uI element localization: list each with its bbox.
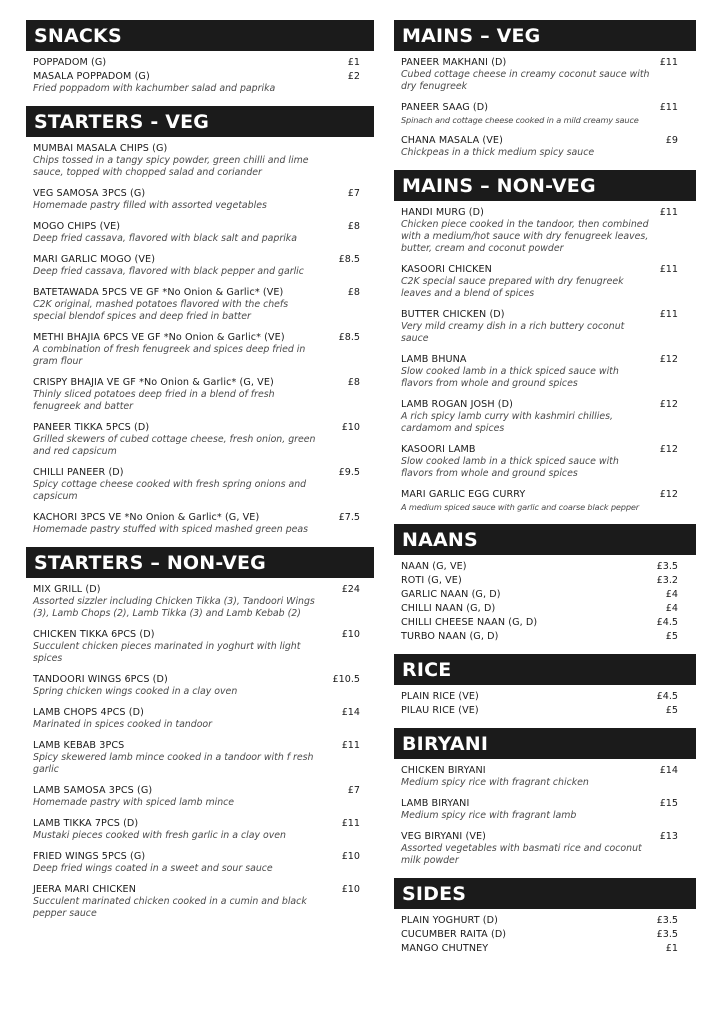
item-description: Spicy cottage cheese cooked with fresh spring onions and capsicum xyxy=(33,479,307,502)
menu-section-sides xyxy=(394,878,696,955)
item-price: £7.5 xyxy=(338,512,360,523)
item-name: LAMB CHOPS 4PCS (D) xyxy=(33,707,144,718)
item-name: LAMB ROGAN JOSH (D) xyxy=(401,399,513,410)
menu-section-naans xyxy=(394,524,696,643)
item-price: £11 xyxy=(659,264,678,275)
section-heading: SNACKS xyxy=(26,20,374,51)
item-description: Marinated in spices cooked in tandoor xyxy=(33,719,213,730)
item-price: £8 xyxy=(347,221,360,232)
item-price: £9 xyxy=(665,135,678,146)
menu-item xyxy=(26,629,374,665)
item-price: £10 xyxy=(341,851,360,862)
menu-item xyxy=(26,422,374,458)
menu-item xyxy=(394,57,696,93)
menu-item xyxy=(26,884,374,920)
item-price: £4.5 xyxy=(656,617,678,628)
item-name: CHILLI PANEER (D) xyxy=(33,467,124,478)
menu-item xyxy=(394,354,696,390)
item-description: Thinly sliced potatoes deep fried in a blend of fresh fenugreek and batter xyxy=(33,389,275,412)
item-price: £7 xyxy=(347,785,360,796)
menu-item xyxy=(394,831,696,867)
item-name: GARLIC NAAN (G, D) xyxy=(401,589,501,600)
item-price: £3.5 xyxy=(656,561,678,572)
menu-item xyxy=(394,915,696,927)
item-name: CHILLI CHEESE NAAN (G, D) xyxy=(401,617,538,628)
item-price: £10 xyxy=(341,629,360,640)
menu-item xyxy=(394,489,696,513)
menu-item xyxy=(26,512,374,536)
item-name: PLAIN RICE (VE) xyxy=(401,691,479,702)
menu-item xyxy=(394,102,696,126)
menu-section-rice xyxy=(394,654,696,717)
item-price: £12 xyxy=(659,489,678,500)
item-price: £3.5 xyxy=(656,929,678,940)
menu-item xyxy=(26,221,374,245)
item-name: NAAN (G, VE) xyxy=(401,561,467,572)
item-price: £2 xyxy=(347,71,360,82)
item-name: HANDI MURG (D) xyxy=(401,207,484,218)
menu-item xyxy=(26,818,374,842)
item-name: CHICKEN TIKKA 6PCS (D) xyxy=(33,629,155,640)
right-column xyxy=(394,20,696,966)
menu-item xyxy=(394,929,696,941)
item-name: LAMB SAMOSA 3PCS (G) xyxy=(33,785,153,796)
item-name: TANDOORI WINGS 6PCS (D) xyxy=(33,674,168,685)
item-name: MARI GARLIC MOGO (VE) xyxy=(33,254,156,265)
item-description: A rich spicy lamb curry with kashmiri chillies, cardamom and spices xyxy=(401,411,613,434)
item-name: PLAIN YOGHURT (D) xyxy=(401,915,498,926)
menu-item xyxy=(394,691,696,703)
item-name: CRISPY BHAJIA VE GF *No Onion & Garlic* (G, VE) xyxy=(33,377,274,388)
item-price: £11 xyxy=(341,740,360,751)
item-price: £14 xyxy=(341,707,360,718)
item-price: £11 xyxy=(659,207,678,218)
item-description: A medium spiced sauce with garlic and coarse black pepper xyxy=(401,502,639,512)
item-price: £8.5 xyxy=(338,254,360,265)
item-price: £3.2 xyxy=(656,575,678,586)
item-description: Homemade pastry stuffed with spiced mashed green peas xyxy=(33,524,309,535)
section-heading: NAANS xyxy=(394,524,696,555)
item-description: Chicken piece cooked in the tandoor, then combined with a medium/hot sauce with dry fenugreek leaves, butter, cream and coconut powder xyxy=(401,219,649,254)
item-price: £11 xyxy=(659,57,678,68)
menu-item xyxy=(394,705,696,717)
item-description: Spring chicken wings cooked in a clay oven xyxy=(33,686,238,697)
item-price: £10.5 xyxy=(332,674,360,685)
menu-item xyxy=(26,851,374,875)
item-name: FRIED WINGS 5PCS (G) xyxy=(33,851,146,862)
menu-section-starters-non-veg xyxy=(26,547,374,920)
menu-item xyxy=(394,135,696,159)
item-description: Succulent chicken pieces marinated in yoghurt with light spices xyxy=(33,641,301,664)
item-description: Homemade pastry with spiced lamb mince xyxy=(33,797,235,808)
item-name: MOGO CHIPS (VE) xyxy=(33,221,121,232)
item-name: VEG BIRYANI (VE) xyxy=(401,831,487,842)
left-column xyxy=(26,20,374,931)
item-price: £9.5 xyxy=(338,467,360,478)
item-name: LAMB KEBAB 3PCS xyxy=(33,740,125,751)
item-price: £5 xyxy=(665,705,678,716)
menu-item xyxy=(394,561,696,573)
item-name: LAMB BIRYANI xyxy=(401,798,470,809)
item-price: £12 xyxy=(659,354,678,365)
menu-item xyxy=(26,287,374,323)
item-description: Spinach and cottage cheese cooked in a mild creamy sauce xyxy=(401,115,639,125)
item-description: Assorted vegetables with basmati rice and coconut milk powder xyxy=(401,843,642,866)
item-name: MARI GARLIC EGG CURRY xyxy=(401,489,526,500)
menu-item xyxy=(394,264,696,300)
menu-item xyxy=(394,589,696,601)
item-price: £8 xyxy=(347,287,360,298)
item-price: £3.5 xyxy=(656,915,678,926)
item-price: £11 xyxy=(659,102,678,113)
item-description: Assorted sizzler including Chicken Tikka (3), Tandoori Wings (3), Lamb Chops (2), Lamb Tikka (3) and Lamb Kebab (2) xyxy=(33,596,315,619)
menu-item xyxy=(394,631,696,643)
item-description: Very mild creamy dish in a rich buttery coconut sauce xyxy=(401,321,625,344)
item-name: CHANA MASALA (VE) xyxy=(401,135,503,146)
menu-item xyxy=(394,399,696,435)
item-description: Fried poppadom with kachumber salad and paprika xyxy=(33,83,276,94)
item-price: £13 xyxy=(659,831,678,842)
item-name: BATETAWADA 5PCS VE GF *No Onion & Garlic* (VE) xyxy=(33,287,284,298)
menu-item xyxy=(394,798,696,822)
item-description: Chips tossed in a tangy spicy powder, green chilli and lime sauce, topped with chopped salad and coriander xyxy=(33,155,309,178)
item-description: Slow cooked lamb in a thick spiced sauce with flavors from whole and ground spices xyxy=(401,456,619,479)
section-heading: BIRYANI xyxy=(394,728,696,759)
section-heading: MAINS – VEG xyxy=(394,20,696,51)
item-name: BUTTER CHICKEN (D) xyxy=(401,309,505,320)
item-price: £8.5 xyxy=(338,332,360,343)
item-description: Mustaki pieces cooked with fresh garlic in a clay oven xyxy=(33,830,286,841)
item-name: PANEER MAKHANI (D) xyxy=(401,57,507,68)
section-heading: STARTERS – NON-VEG xyxy=(26,547,374,578)
item-description: Homemade pastry filled with assorted vegetables xyxy=(33,200,267,211)
item-name: PANEER SAAG (D) xyxy=(401,102,489,113)
item-price: £5 xyxy=(665,631,678,642)
section-heading: STARTERS - VEG xyxy=(26,106,374,137)
menu-item xyxy=(394,207,696,255)
menu-item xyxy=(26,143,374,179)
item-name: CHICKEN BIRYANI xyxy=(401,765,486,776)
menu-item xyxy=(26,188,374,212)
item-description: Spicy skewered lamb mince cooked in a tandoor with f resh garlic xyxy=(33,752,314,775)
menu-item xyxy=(26,584,374,620)
menu-item xyxy=(26,254,374,278)
item-name: PILAU RICE (VE) xyxy=(401,705,479,716)
section-heading: MAINS – NON-VEG xyxy=(394,170,696,201)
item-name: MIX GRILL (D) xyxy=(33,584,101,595)
item-price: £14 xyxy=(659,765,678,776)
item-description: Deep fried wings coated in a sweet and sour sauce xyxy=(33,863,273,874)
item-name: MANGO CHUTNEY xyxy=(401,943,489,954)
item-name: LAMB BHUNA xyxy=(401,354,467,365)
item-description: A combination of fresh fenugreek and spices deep fried in gram flour xyxy=(33,344,306,367)
item-name: PANEER TIKKA 5PCS (D) xyxy=(33,422,150,433)
menu-item xyxy=(26,674,374,698)
item-price: £8 xyxy=(347,377,360,388)
section-heading: SIDES xyxy=(394,878,696,909)
menu-item xyxy=(26,707,374,731)
item-price: £1 xyxy=(347,57,360,68)
item-name: KACHORI 3PCS VE *No Onion & Garlic* (G, VE) xyxy=(33,512,260,523)
item-name: MASALA POPPADOM (G) xyxy=(33,71,150,82)
section-heading: RICE xyxy=(394,654,696,685)
item-name: CUCUMBER RAITA (D) xyxy=(401,929,507,940)
item-price: £15 xyxy=(659,798,678,809)
item-price: £12 xyxy=(659,444,678,455)
menu-section-mains-non-veg xyxy=(394,170,696,513)
menu-section-starters-veg xyxy=(26,106,374,536)
item-description: Slow cooked lamb in a thick spiced sauce with flavors from whole and ground spices xyxy=(401,366,619,389)
item-price: £12 xyxy=(659,399,678,410)
item-description: Medium spicy rice with fragrant lamb xyxy=(401,810,577,821)
item-price: £11 xyxy=(341,818,360,829)
item-description: Grilled skewers of cubed cottage cheese, fresh onion, green and red capsicum xyxy=(33,434,316,457)
menu-section-mains-veg xyxy=(394,20,696,159)
item-description: Deep fried cassava, flavored with black salt and paprika xyxy=(33,233,297,244)
menu-item xyxy=(394,617,696,629)
menu-item xyxy=(26,57,374,69)
item-name: VEG SAMOSA 3PCS (G) xyxy=(33,188,146,199)
item-name: ROTI (G, VE) xyxy=(401,575,462,586)
menu-item xyxy=(394,444,696,480)
menu-item xyxy=(26,332,374,368)
item-description: Medium spicy rice with fragrant chicken xyxy=(401,777,589,788)
menu-item xyxy=(394,575,696,587)
item-price: £10 xyxy=(341,884,360,895)
item-description: Cubed cottage cheese in creamy coconut sauce with dry fenugreek xyxy=(401,69,650,92)
menu-item xyxy=(394,765,696,789)
item-description: Succulent marinated chicken cooked in a cumin and black pepper sauce xyxy=(33,896,307,919)
item-price: £10 xyxy=(341,422,360,433)
menu-item xyxy=(26,740,374,776)
item-name: LAMB TIKKA 7PCS (D) xyxy=(33,818,139,829)
menu-item xyxy=(26,377,374,413)
menu-section-biryani xyxy=(394,728,696,867)
item-name: METHI BHAJIA 6PCS VE GF *No Onion & Garlic* (VE) xyxy=(33,332,285,343)
item-price: £24 xyxy=(341,584,360,595)
item-name: JEERA MARI CHICKEN xyxy=(33,884,136,895)
item-name: KASOORI LAMB xyxy=(401,444,476,455)
menu-item xyxy=(26,71,374,95)
item-name: CHILLI NAAN (G, D) xyxy=(401,603,496,614)
item-description: Deep fried cassava, flavored with black pepper and garlic xyxy=(33,266,304,277)
menu-item xyxy=(26,467,374,503)
item-price: £4 xyxy=(665,603,678,614)
item-description: Chickpeas in a thick medium spicy sauce xyxy=(401,147,595,158)
item-price: £1 xyxy=(665,943,678,954)
menu-item xyxy=(394,943,696,955)
item-description: C2K special sauce prepared with dry fenugreek leaves and a blend of spices xyxy=(401,276,624,299)
item-name: TURBO NAAN (G, D) xyxy=(401,631,499,642)
item-price: £4.5 xyxy=(656,691,678,702)
item-price: £7 xyxy=(347,188,360,199)
menu-item xyxy=(394,309,696,345)
menu-item xyxy=(394,603,696,615)
menu-section-snacks xyxy=(26,20,374,95)
item-price: £11 xyxy=(659,309,678,320)
item-name: KASOORI CHICKEN xyxy=(401,264,492,275)
item-name: MUMBAI MASALA CHIPS (G) xyxy=(33,143,168,154)
item-name: POPPADOM (G) xyxy=(33,57,107,68)
item-description: C2K original, mashed potatoes flavored with the chefs special blendof spices and deep fried in batter xyxy=(33,299,289,322)
menu-item xyxy=(26,785,374,809)
item-price: £4 xyxy=(665,589,678,600)
